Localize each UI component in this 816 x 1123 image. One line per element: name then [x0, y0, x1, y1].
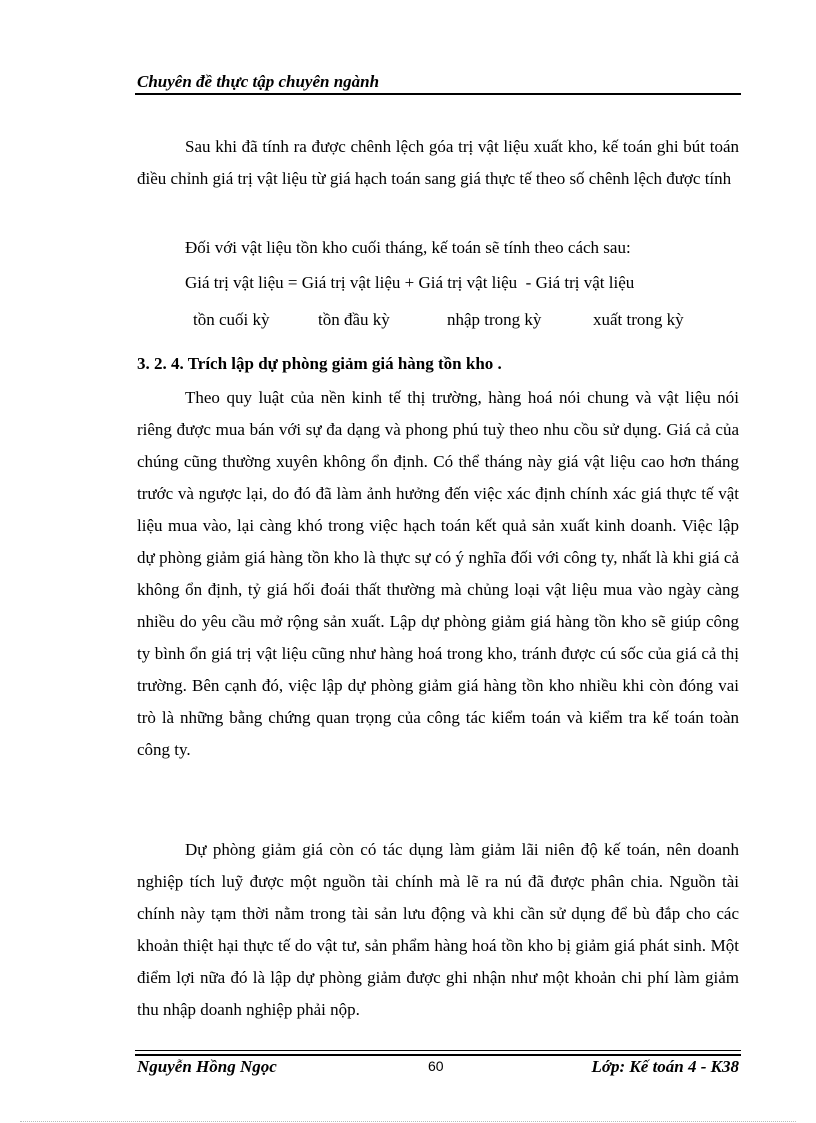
footer-rule-thin	[135, 1050, 741, 1051]
paragraph-2-block	[137, 232, 739, 264]
footer-rule-thick	[135, 1054, 741, 1056]
paragraph-2: Đối với vật liệu tồn kho cuối tháng, kế toán sẽ tính theo cách sau:	[185, 238, 631, 257]
footer-author: Nguyễn Hồng Ngọc	[137, 1057, 277, 1076]
formula-sub-ending: tồn cuối kỳ	[193, 310, 270, 329]
formula-sub-beginning: tồn đầu kỳ	[318, 310, 390, 329]
paragraph-1: Sau khi đã tính ra được chênh lệch góa trị vật liệu xuất kho, kế toán ghi bút toán điều chỉnh giá trị vật liệu từ giá hạch toán sang giá thực tế theo số chênh lệch được tính	[137, 137, 739, 188]
paragraph-1-block	[137, 131, 739, 195]
formula-line: Giá trị vật liệu = Giá trị vật liệu + Giá trị vật liệu - Giá trị vật liệu	[185, 273, 635, 292]
section-heading: 3. 2. 4. Trích lập dự phòng giảm giá hàng tồn kho .	[137, 354, 502, 373]
header-title: Chuyên đề thực tập chuyên ngành	[137, 72, 380, 91]
formula-sub-issued: xuất trong kỳ	[593, 310, 684, 329]
formula-sub-received: nhập trong kỳ	[447, 310, 542, 329]
header-rule	[135, 93, 741, 95]
paragraph-3-block	[137, 382, 739, 766]
paragraph-4-block	[137, 834, 739, 1026]
footer-class-label: Lớp: Kế toán 4 - K38	[591, 1057, 739, 1076]
paragraph-3: Theo quy luật của nền kinh tế thị trường, hàng hoá nói chung và vật liệu nói riêng được mua bán với sự đa dạng và phong phú tuỳ theo nhu cồu sử dụng. Giá cả của chúng cũng thường xuyên không ổn định. Có thể tháng này giá vật liệu cao hơn tháng trước và ngược lại, do đó đã làm ảnh hưởng đến việc xác định chính xác giá thực tế vật liệu mua vào, lại càng khó trong việc hạch toán kết quả sản xuất kinh doanh. Việc lập dự phòng giảm giá hàng tồn kho là thực sự có ý nghĩa đối với công ty, nhất là khi giá cả không ổn định, tỷ giá hối đoái thất thường mà chủng loại vật liệu mua vào ngày càng nhiều do yêu cầu mở rộng sản xuất. Lập dự phòng giảm giá hàng tồn kho sẽ giúp công ty bình ổn giá trị vật liệu cũng như hàng hoá trong kho, tránh được cú sốc của giá cả thị trường. Bên cạnh đó, việc lập dự phòng giảm giá hàng tồn kho nhiều khi còn đóng vai trò là những bằng chứng quan trọng của công tác kiểm toán và kiểm tra kế toán toàn công ty.	[137, 388, 739, 759]
page-number: 60	[428, 1058, 444, 1074]
page-bottom-dotted-line	[20, 1121, 796, 1122]
paragraph-4: Dự phòng giảm giá còn có tác dụng làm giảm lãi niên độ kế toán, nên doanh nghiệp tích luỹ được một nguồn tài chính mà lẽ ra nú đã được phân chia. Nguồn tài chính này tạm thời nằm trong tài sản lưu động và khi cần sử dụng để bù đắp cho các khoản thiệt hại thực tế do vật tư, sản phẩm hàng hoá tồn kho bị giảm giá phát sinh. Một điểm lợi nữa đó là lập dự phòng giảm được ghi nhận như một khoản chi phí làm giảm thu nhập doanh nghiệp phải nộp.	[137, 840, 739, 1019]
